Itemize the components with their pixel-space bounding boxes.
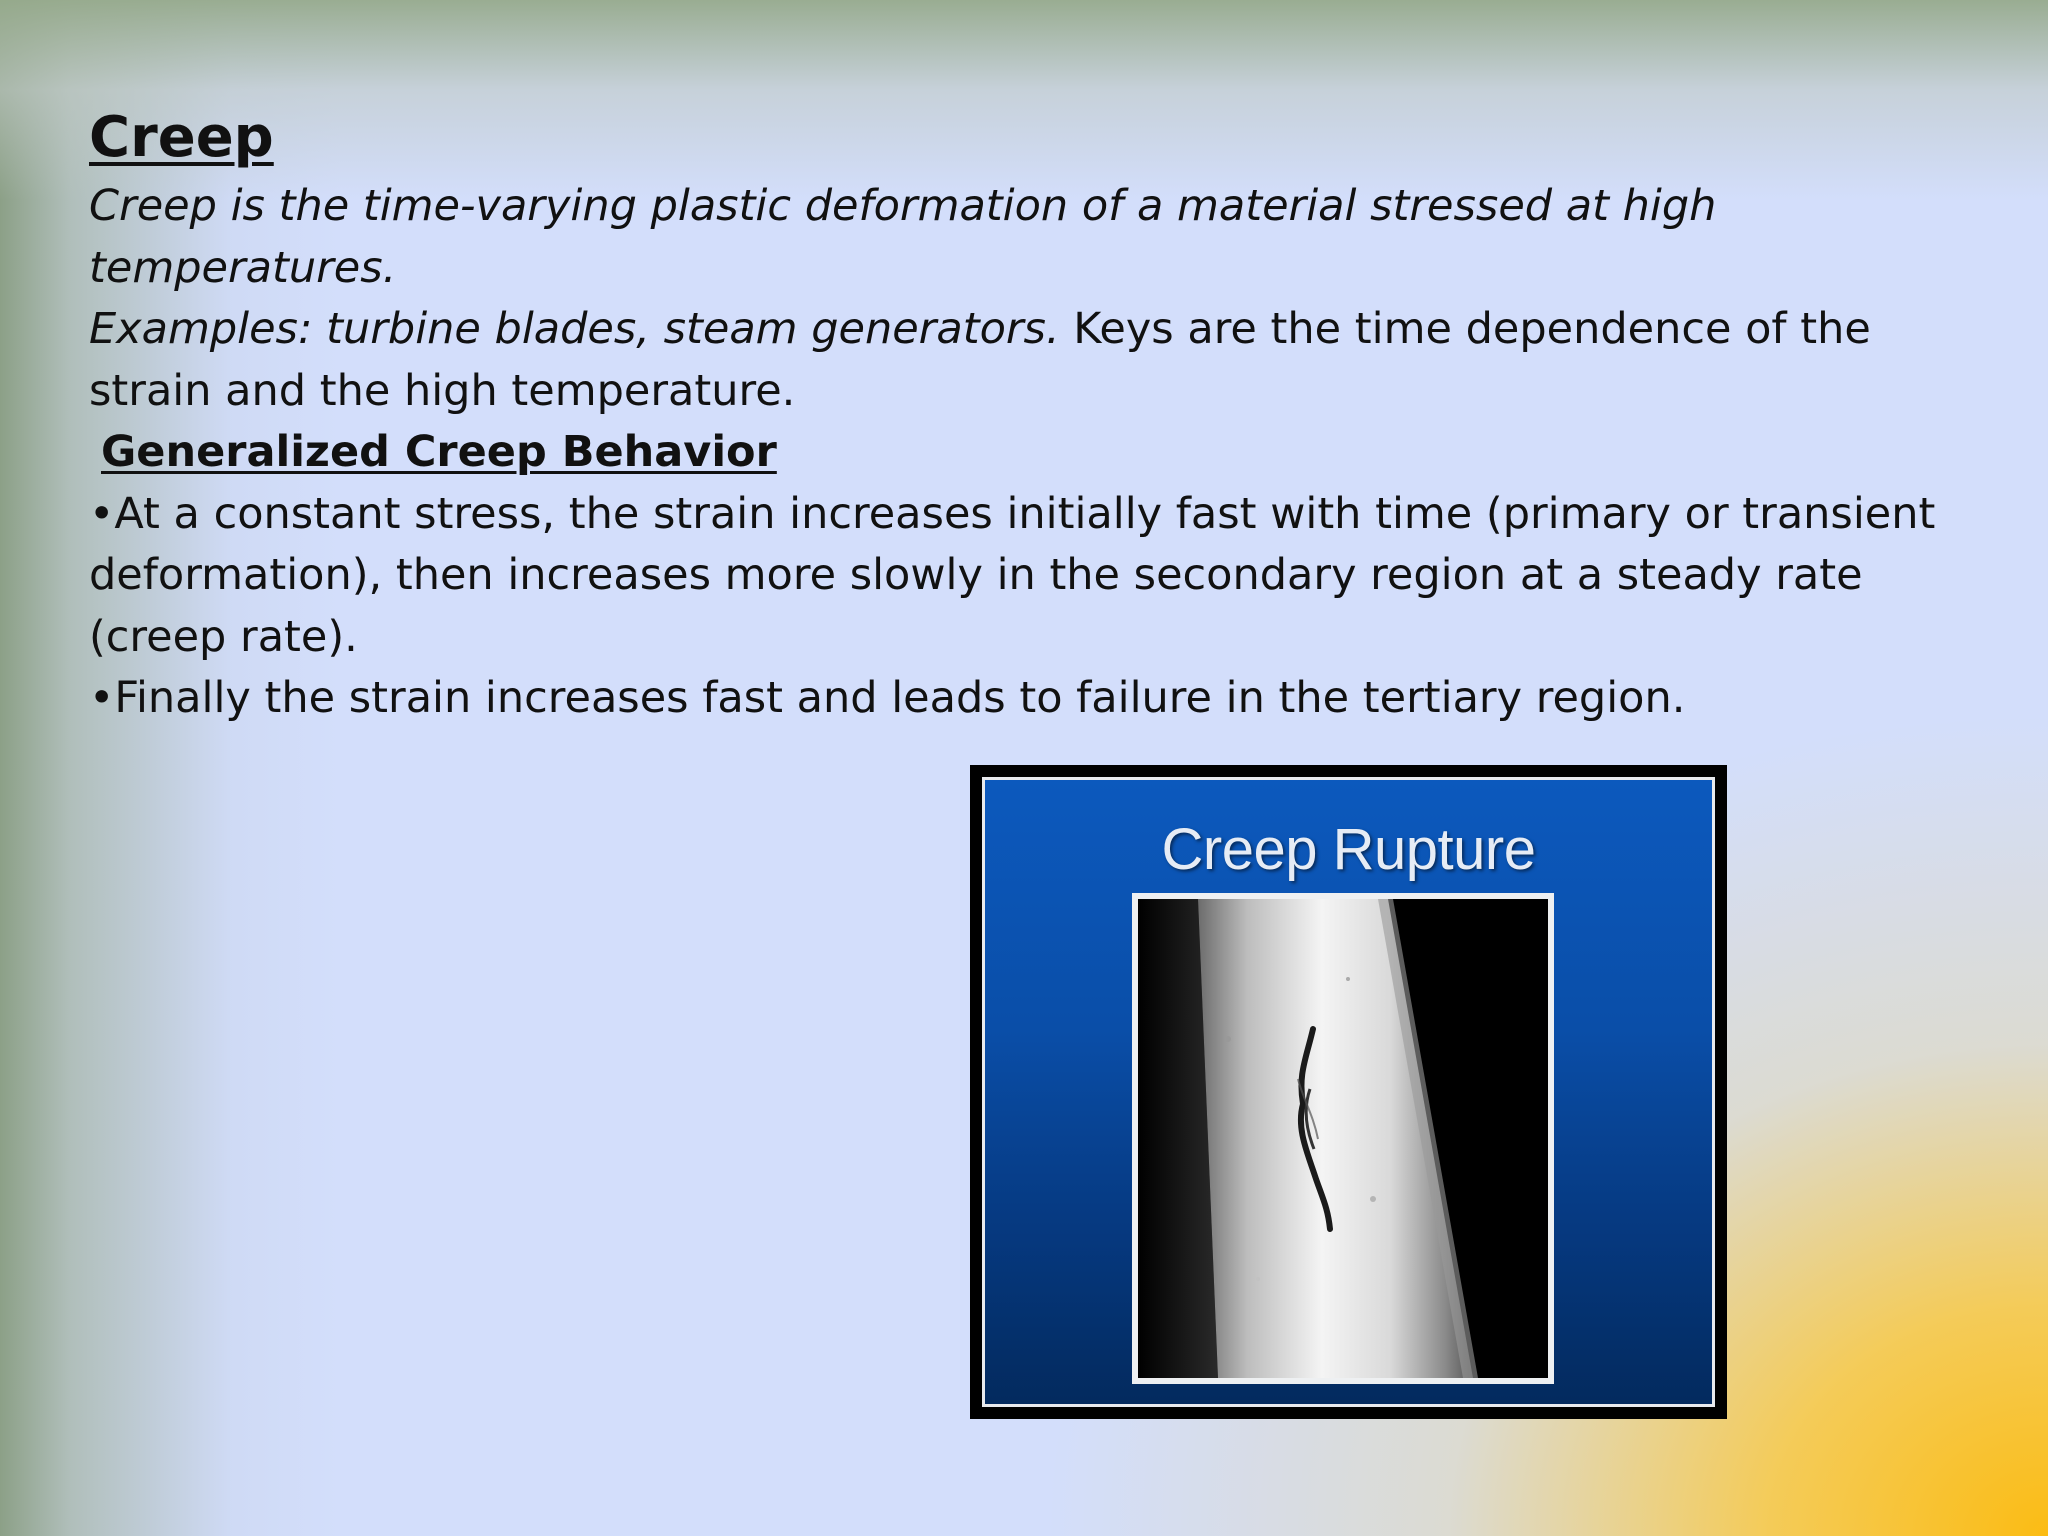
creep-definition: Creep is the time-varying plastic deformation of a material stressed at high temperatures. [89,181,1717,293]
intro-paragraph [89,176,1989,422]
ruptured-tube-illustration [1138,899,1548,1378]
slide-title: Creep [89,105,274,170]
section-subheading: Generalized Creep Behavior [101,427,777,477]
rupture-photo [1132,893,1554,1384]
creep-rupture-figure [970,765,1727,1419]
bullet-item: •At a constant stress, the strain increases initially fast with time (primary or transient deformation), then increases more slowly in the secondary region at a steady rate (creep rate). [89,488,1936,662]
figure-panel [982,777,1715,1407]
creep-examples: Examples: turbine blades, steam generators. [89,304,1060,354]
bullet-item: •Finally the strain increases fast and leads to failure in the tertiary region. [89,673,1686,723]
figure-title: Creep Rupture [1161,817,1536,882]
slide-content [89,100,1989,730]
creep-keys: Keys are the time dependence of the strain and the high temperature. [89,304,1871,416]
